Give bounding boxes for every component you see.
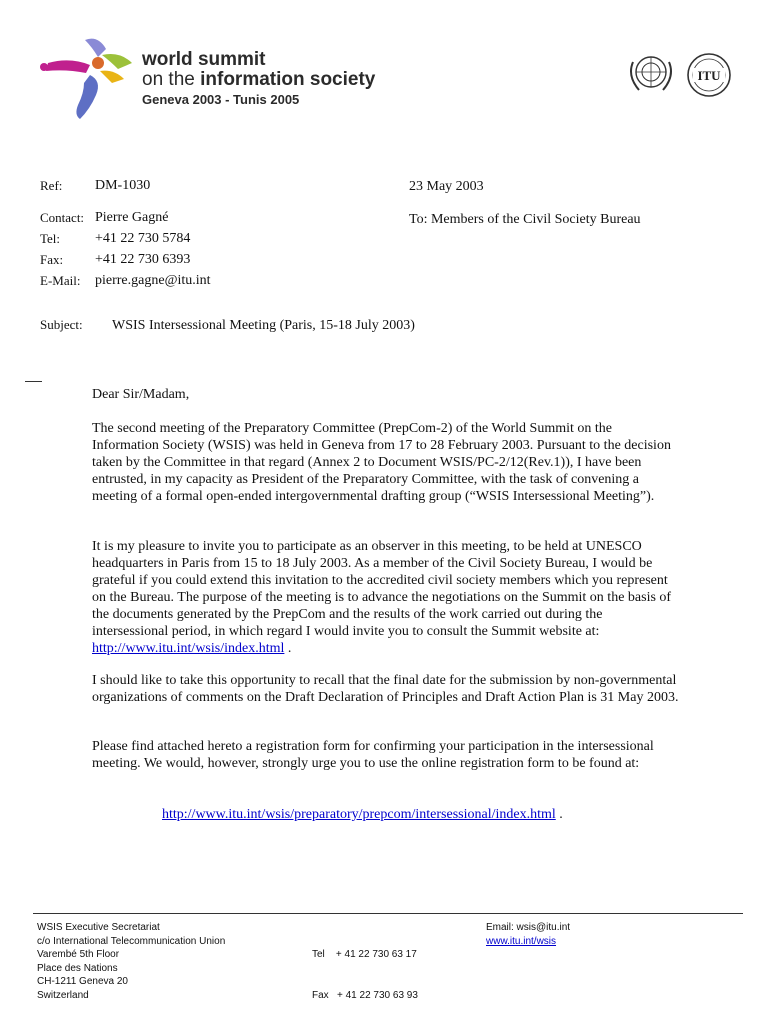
footer-tel: Tel + 41 22 730 63 17 bbox=[312, 949, 417, 960]
contact-label: Contact: bbox=[40, 210, 85, 225]
footer-address-line: Place des Nations bbox=[37, 962, 118, 974]
paragraph-4: Please find attached hereto a registration form for confirming your participation in the intersessional meeting. We would, however, strongly urge you to use the online registration form to be found at: bbox=[92, 739, 654, 771]
ref-label: Ref: bbox=[40, 178, 63, 193]
registration-link-line: http://www.itu.int/wsis/preparatory/prepcom/intersessional/index.html . bbox=[162, 807, 563, 822]
footer-address bbox=[37, 921, 225, 1002]
footer-contact bbox=[486, 921, 570, 948]
footer-address-line: Varembé 5th Floor bbox=[37, 949, 120, 960]
logo-title-line1: world summit bbox=[142, 49, 266, 70]
subject-label: Subject: bbox=[40, 317, 83, 332]
footer-phone bbox=[312, 921, 418, 1016]
paragraph-1: The second meeting of the Preparatory Committee (PrepCom-2) of the World Summit on the Information Society (WSIS) was held in Geneva from 17 to 28 February 2003. Pursuant to the decision taken by the Committee in that regard (Annex 2 to Document WSIS/PC-2/12(Rev.1)), I have been entrusted, in my capacity as President of the Preparatory Committee, with the task of convening a meeting of a formal open-ended intergovernmental drafting group (“WSIS Intersessional Meeting”). bbox=[92, 421, 671, 504]
un-emblem-icon bbox=[625, 52, 677, 96]
itu-logo-icon bbox=[684, 50, 734, 100]
footer-address-line: CH-1211 Geneva 20 bbox=[37, 976, 128, 987]
footer-email: Email: wsis@itu.int bbox=[486, 922, 571, 933]
tel-value: +41 22 730 5784 bbox=[95, 231, 191, 246]
footer-address-line: Switzerland bbox=[37, 989, 89, 1001]
subject-value: WSIS Intersessional Meeting (Paris, 15-18 July 2003) bbox=[112, 318, 415, 333]
fax-value: +41 22 730 6393 bbox=[95, 252, 191, 267]
paragraph-2: It is my pleasure to invite you to participate as an observer in this meeting, to be held at UNESCO headquarters in Paris from 15 to 18 July 2003. As a member of the Civil Society Bureau, I would be grateful if you could extend this invitation to the accredited civil society members which you represent on the Bureau. The purpose of the meeting is to advance the negotiations on the Summit on the basis of the documents generated by the PrepCom and the results of the work carried out during the intersessional period, in which regard I would invite you to consult the Summit website at: http://www.itu.int/wsis/index.html . bbox=[92, 539, 672, 656]
footer-divider bbox=[33, 913, 743, 914]
footer-fax: Fax + 41 22 730 63 93 bbox=[312, 989, 418, 1001]
logo-subtitle: Geneva 2003 - Tunis 2005 bbox=[142, 92, 300, 107]
registration-link[interactable]: http://www.itu.int/wsis/preparatory/prepcom/intersessional/index.html bbox=[162, 807, 556, 822]
paragraph-3: I should like to take this opportunity to recall that the final date for the submission by non-governmental organizations of comments on the Draft Declaration of Principles and Draft Action Plan is 31 May 2003. bbox=[92, 673, 679, 705]
fax-label: Fax: bbox=[40, 252, 64, 267]
email-label: E-Mail: bbox=[40, 273, 81, 288]
footer-address-line: c/o International Telecommunication Union bbox=[37, 935, 226, 947]
margin-mark bbox=[25, 381, 42, 382]
footer-address-line: WSIS Executive Secretariat bbox=[37, 922, 160, 933]
salutation: Dear Sir/Madam, bbox=[92, 387, 190, 402]
footer-web-link[interactable]: www.itu.int/wsis bbox=[486, 935, 557, 947]
letter-date: 23 May 2003 bbox=[409, 179, 484, 194]
wsis-logo-icon bbox=[40, 35, 140, 125]
tel-label: Tel: bbox=[40, 231, 61, 246]
itu-logo-text: ITU bbox=[697, 68, 721, 83]
wsis-website-link[interactable]: http://www.itu.int/wsis/index.html bbox=[92, 641, 285, 656]
email-value: pierre.gagne@itu.int bbox=[95, 273, 211, 288]
contact-value: Pierre Gagné bbox=[95, 210, 169, 225]
logo-title-line2: on the information society bbox=[142, 69, 376, 90]
recipient: To: Members of the Civil Society Bureau bbox=[409, 212, 641, 227]
ref-value: DM-1030 bbox=[95, 178, 151, 193]
